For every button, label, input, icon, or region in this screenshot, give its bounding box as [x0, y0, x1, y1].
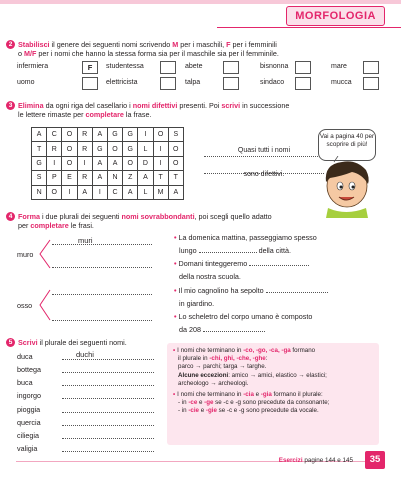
- grid-cell[interactable]: I: [138, 128, 153, 142]
- plural-answer: duchi: [76, 350, 94, 359]
- grid-cell[interactable]: A: [138, 171, 153, 185]
- exercise-number: 4: [6, 212, 15, 221]
- answer-box[interactable]: [223, 61, 239, 74]
- noun-osso: osso: [17, 301, 33, 310]
- word: elettricista: [106, 79, 138, 86]
- grid-cell[interactable]: I: [92, 185, 107, 199]
- grid-cell[interactable]: C: [47, 128, 62, 142]
- grid-cell[interactable]: G: [32, 156, 47, 170]
- grid-cell[interactable]: G: [107, 128, 122, 142]
- answer-box[interactable]: [363, 77, 379, 90]
- grid-cell[interactable]: T: [168, 171, 183, 185]
- word: abete: [185, 63, 203, 70]
- grid-cell[interactable]: I: [153, 142, 168, 156]
- word: mucca: [331, 79, 352, 86]
- grid-cell[interactable]: Z: [123, 171, 138, 185]
- answer-line[interactable]: [52, 266, 152, 268]
- grid-cell[interactable]: N: [107, 171, 122, 185]
- sentences-osso: • Il mio cagnolino ha sepolto in giardino. • Lo scheletro del corpo umano è composto da 208: [174, 284, 374, 336]
- grid-cell[interactable]: E: [62, 171, 77, 185]
- answer-box[interactable]: [295, 77, 311, 90]
- word: duca: [17, 352, 33, 361]
- word: bisnonna: [260, 63, 289, 70]
- noun-muro: muro: [17, 250, 34, 259]
- grid-cell[interactable]: C: [107, 185, 122, 199]
- answer-line[interactable]: [52, 319, 152, 321]
- exercise-5-instructions: 5 Scrivi il plurale dei seguenti nomi.: [6, 338, 386, 347]
- answer-line[interactable]: [62, 384, 154, 386]
- answer-box[interactable]: [82, 77, 98, 90]
- word: uomo: [17, 79, 35, 86]
- speech-bubble: Vai a pagina 40 per scoprire di più!: [318, 129, 376, 161]
- exercise-number: 5: [6, 338, 15, 347]
- grid-cell[interactable]: I: [62, 185, 77, 199]
- grid-cell[interactable]: O: [168, 142, 183, 156]
- word: pioggia: [17, 405, 41, 414]
- grid-row: [32, 156, 184, 170]
- answer-line[interactable]: [62, 450, 154, 452]
- answer-box[interactable]: [160, 61, 176, 74]
- sentence-line-2: sono difettivi.: [243, 171, 285, 178]
- answer-line[interactable]: [62, 411, 154, 413]
- grid-cell[interactable]: T: [153, 171, 168, 185]
- answer-box[interactable]: [160, 77, 176, 90]
- grid-cell[interactable]: M: [153, 185, 168, 199]
- grid-cell[interactable]: A: [107, 156, 122, 170]
- grid-cell[interactable]: A: [123, 185, 138, 199]
- answer-box[interactable]: F: [82, 61, 98, 74]
- bracket-icon: [38, 288, 52, 322]
- grid-cell[interactable]: O: [62, 142, 77, 156]
- grid-cell[interactable]: A: [77, 185, 92, 199]
- grid-cell[interactable]: O: [168, 156, 183, 170]
- grid-cell[interactable]: O: [123, 156, 138, 170]
- grid-cell[interactable]: L: [138, 185, 153, 199]
- grid-cell[interactable]: I: [47, 156, 62, 170]
- boy-mascot-icon: [316, 156, 378, 218]
- word: valigia: [17, 444, 38, 453]
- grid-cell[interactable]: T: [32, 142, 47, 156]
- grid-cell[interactable]: A: [92, 156, 107, 170]
- grid-cell[interactable]: A: [92, 128, 107, 142]
- answer-box[interactable]: [295, 61, 311, 74]
- grid-cell[interactable]: P: [47, 171, 62, 185]
- grid-cell[interactable]: D: [138, 156, 153, 170]
- exercise-number: 3: [6, 101, 15, 110]
- grid-row: [32, 142, 184, 156]
- answer-line[interactable]: [52, 293, 152, 295]
- top-strip: [0, 0, 401, 4]
- answer-line[interactable]: [62, 424, 154, 426]
- grid-cell[interactable]: L: [138, 142, 153, 156]
- grid-cell[interactable]: R: [77, 171, 92, 185]
- word: infermiera: [17, 63, 49, 70]
- word: quercia: [17, 418, 41, 427]
- grid-cell[interactable]: N: [32, 185, 47, 199]
- grid-cell[interactable]: G: [123, 128, 138, 142]
- letter-grid: [31, 127, 184, 200]
- exercise-number: 2: [6, 40, 15, 49]
- answer-line[interactable]: [52, 243, 152, 245]
- grid-cell[interactable]: A: [32, 128, 47, 142]
- word: studentessa: [106, 63, 144, 70]
- grid-row: [32, 185, 184, 199]
- grid-cell[interactable]: O: [107, 142, 122, 156]
- exercise-2-instructions: 2 Stabilisci il genere dei seguenti nomi scrivendo M per i maschili, F per i femminili o M/F per i nomi che hanno la stessa forma sia per il maschile sia per il femminile.: [6, 40, 386, 58]
- exercise-3-instructions: 3 Elimina da ogni riga del casellario i nomi difettivi presenti. Poi scrivi in successione le lettere rimaste per completare la frase.: [6, 101, 386, 119]
- exercises-reference[interactable]: Esercizi pagine 144 e 145: [278, 457, 353, 464]
- answer-line[interactable]: [62, 397, 154, 399]
- exercise-4-instructions: 4 Forma i due plurali dei seguenti nomi sovrabbondanti, poi scegli quello adatto per completare le frasi.: [6, 212, 386, 230]
- grid-cell[interactable]: O: [62, 156, 77, 170]
- grid-cell[interactable]: R: [77, 142, 92, 156]
- plural-answer: muri: [78, 236, 93, 245]
- page-number: 35: [365, 451, 385, 469]
- grid-cell[interactable]: I: [77, 156, 92, 170]
- word: buca: [17, 378, 33, 387]
- grid-row: [32, 128, 184, 142]
- bracket-icon: [38, 238, 52, 270]
- word: ingorgo: [17, 391, 41, 400]
- grid-row: [32, 171, 184, 185]
- word: talpa: [185, 79, 201, 86]
- sentences-muro: • La domenica mattina, passeggiamo spesso lungo della città. • Domani tinteggeremo della nostra scuola.: [174, 233, 317, 281]
- grid-cell[interactable]: S: [32, 171, 47, 185]
- answer-line[interactable]: [62, 437, 154, 439]
- answer-line[interactable]: [62, 358, 154, 360]
- word: mare: [331, 63, 347, 70]
- sentence-line-1: Quasi tutti i nomi: [204, 146, 324, 157]
- grid-cell[interactable]: S: [168, 128, 183, 142]
- grammar-rule-box: • I nomi che terminano in -co, -go, -ca, -ga formano il plurale in -chi, ghi, -che, -ghe: parco → parchi; targa → targhe. Alcune eccezioni: amico → amici, elastico → elastici; archeologo → archeologi. • I nomi che terminano in -cia e -gia formano il plurale: - in -ce e -ge se -c e -g sono precedute da consonante; - in -cie e -gie se -c e -g sono precedute da vocale.: [167, 343, 379, 445]
- answer-line[interactable]: [62, 371, 154, 373]
- grid-cell[interactable]: G: [92, 142, 107, 156]
- grid-cell[interactable]: A: [168, 185, 183, 199]
- answer-box[interactable]: [363, 61, 379, 74]
- grid-cell[interactable]: R: [77, 128, 92, 142]
- grid-cell[interactable]: A: [92, 171, 107, 185]
- grid-cell[interactable]: I: [153, 156, 168, 170]
- grid-cell[interactable]: O: [153, 128, 168, 142]
- grid-cell[interactable]: O: [47, 185, 62, 199]
- word: bottega: [17, 365, 41, 374]
- word: sindaco: [260, 79, 285, 86]
- grid-cell[interactable]: R: [47, 142, 62, 156]
- grid-cell[interactable]: G: [123, 142, 138, 156]
- section-tab: MORFOLOGIA: [286, 6, 385, 26]
- grid-cell[interactable]: O: [62, 128, 77, 142]
- word: ciliegia: [17, 431, 39, 440]
- answer-box[interactable]: [223, 77, 239, 90]
